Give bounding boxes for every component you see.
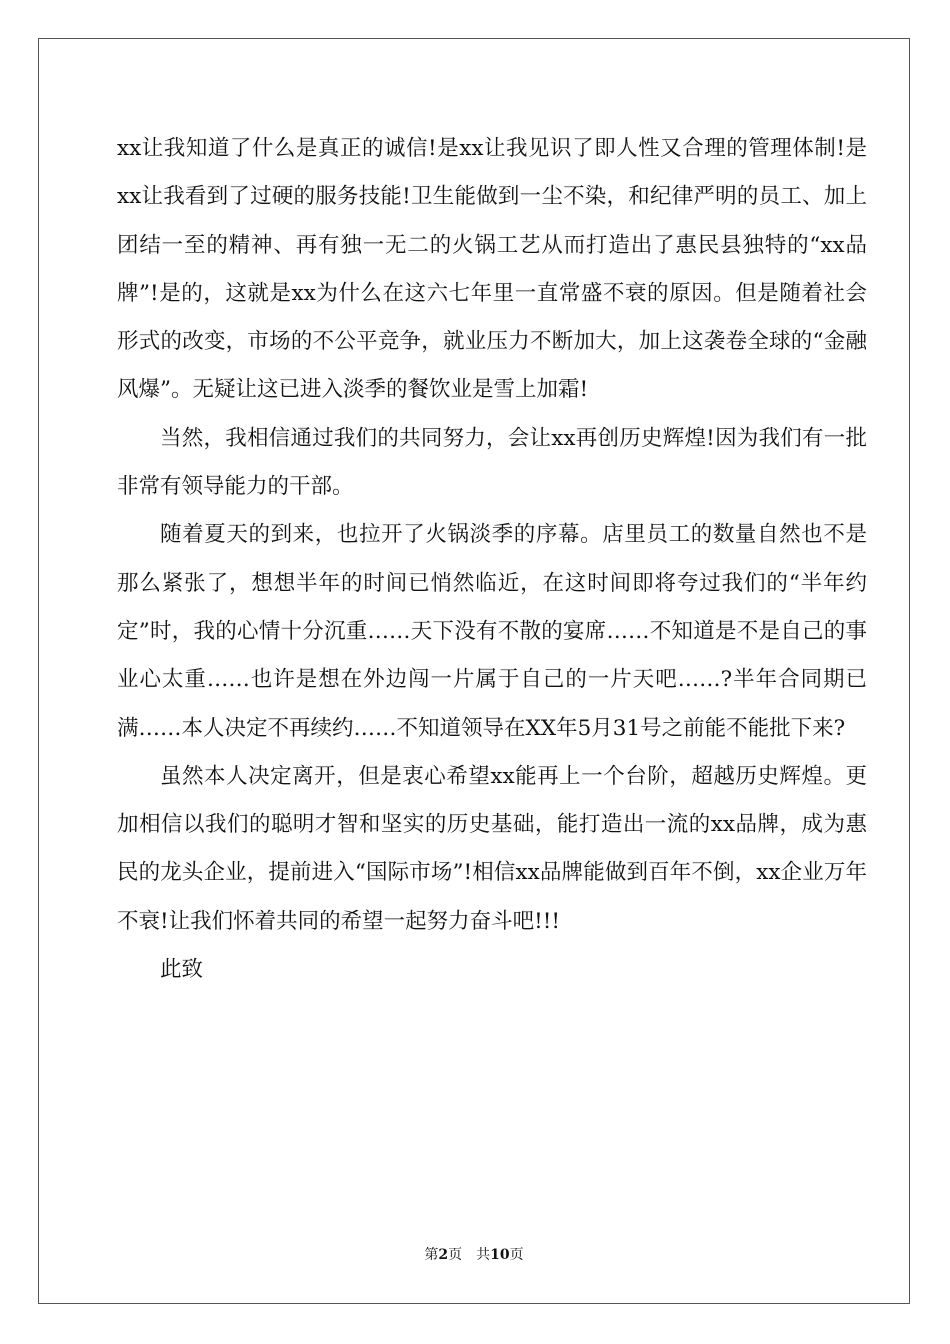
page-frame	[38, 38, 910, 1304]
paragraph-2: 当然，我相信通过我们的共同努力，会让xx再创历史辉煌!因为我们有一批非常有领导能力的干部。	[117, 425, 867, 500]
paragraph-closing: 此致	[160, 957, 204, 983]
footer-page-current: 2	[438, 1247, 449, 1263]
footer-total-suffix: 页	[509, 1247, 524, 1263]
paragraph-3: 随着夏天的到来，也拉开了火锅淡季的序幕。店里员工的数量自然也不是那么紧张了，想想半年的时间已悄然临近，在这时间即将夸过我们的“半年约定”时，我的心情十分沉重……天下没有不散的宴席……不知道是不是自己的事业心太重……也许是想在外边闯一片属于自己的一片天吧……?半年合同期已满……本人决定不再续约……不知道领导在XX年5月31号之前能不能批下来?	[117, 522, 867, 741]
paragraph-4: 虽然本人决定离开，但是衷心希望xx能再上一个台阶，超越历史辉煌。更加相信以我们的聪明才智和坚实的历史基础，能打造出一流的xx品牌，成为惠民的龙头企业，提前进入“国际市场”!相信xx品牌能做到百年不倒，xx企业万年不衰!让我们怀着共同的希望一起努力奋斗吧!!!	[117, 763, 867, 934]
footer-page-total: 10	[490, 1247, 510, 1263]
page-footer	[38, 1244, 910, 1264]
footer-total-prefix: 共	[476, 1247, 491, 1263]
footer-page-prefix: 第	[424, 1247, 439, 1263]
paragraph-1: xx让我知道了什么是真正的诚信!是xx让我见识了即人性又合理的管理体制!是xx让我看到了过硬的服务技能!卫生能做到一尘不染，和纪律严明的员工、加上团结一至的精神、再有独一无二的火锅工艺从而打造出了惠民县独特的“xx品牌”!是的，这就是xx为什么在这六七年里一直常盛不衰的原因。但是随着社会形式的改变，市场的不公平竞争，就业压力不断加大，加上这袭卷全球的“金融风爆”。无疑让这已进入淡季的餐饮业是雪上加霜!	[117, 136, 867, 403]
footer-page-mid: 页	[448, 1247, 463, 1263]
document-body	[117, 125, 867, 994]
